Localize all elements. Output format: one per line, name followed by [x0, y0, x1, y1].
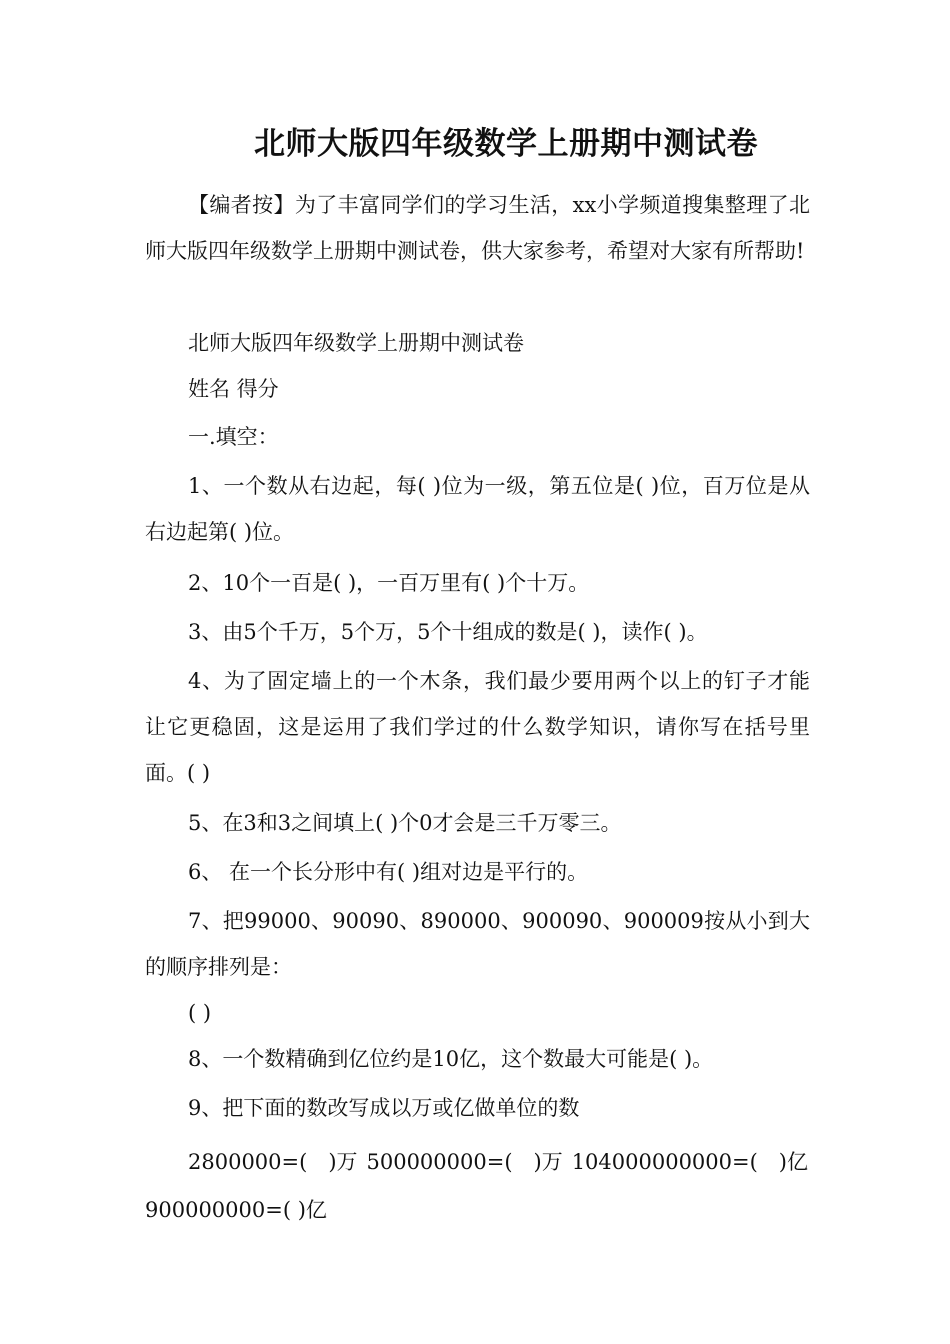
question-7-answer: ( ): [188, 1001, 212, 1025]
question-5: 5、在3和3之间填上( )个0才会是三千万零三。: [188, 811, 622, 835]
question-3: 3、由5个千万，5个万，5个十组成的数是( )，读作( )。: [188, 620, 708, 644]
question-9: 9、把下面的数改写成以万或亿做单位的数: [188, 1096, 580, 1120]
conversion-1: 2800000=( )万: [188, 1150, 358, 1174]
question-1: 1、一个数从右边起，每( )位为一级，第五位是( )位，百万位是从右边起第( )位。: [145, 474, 810, 544]
conversion-2: 500000000=( )万: [366, 1150, 563, 1174]
subtitle: 北师大版四年级数学上册期中测试卷: [188, 331, 524, 355]
section-heading: 一.填空：: [188, 425, 279, 449]
question-2: 2、10个一百是( )，一百万里有( )个十万。: [188, 571, 590, 595]
conversion-3: 104000000000=( )亿: [571, 1150, 808, 1174]
name-score-line: 姓名 得分: [188, 377, 279, 401]
conversion-row: [188, 1146, 808, 1176]
document-title: 北师大版四年级数学上册期中测试卷: [254, 126, 758, 162]
question-7: 7、把99000、90090、890000、900090、900009按从小到大的顺序排列是：: [145, 909, 810, 979]
question-4: 4、为了固定墙上的一个木条，我们最少要用两个以上的钉子才能让它更稳固，这是运用了我们学过的什么数学知识，请你写在括号里面。( ): [145, 669, 810, 785]
question-8: 8、一个数精确到亿位约是10亿，这个数最大可能是( )。: [188, 1047, 714, 1071]
question-6: 6、 在一个长分形中有( )组对边是平行的。: [188, 860, 589, 884]
editor-note: 【编者按】为了丰富同学们的学习生活，xx小学频道搜集整理了北师大版四年级数学上册期中测试卷，供大家参考，希望对大家有所帮助!: [145, 193, 810, 263]
conversion-4: 900000000=( )亿: [145, 1198, 327, 1222]
